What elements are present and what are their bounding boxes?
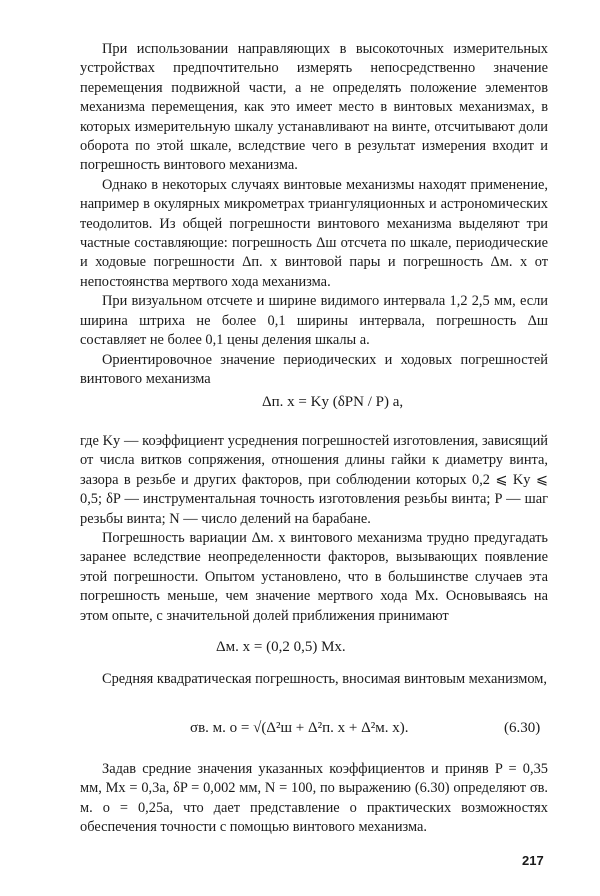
formula-rms-error: σв. м. о = √(Δ²ш + Δ²п. х + Δ²м. х).	[190, 720, 409, 736]
text-block-bottom	[80, 760, 548, 838]
paragraph-7: Средняя квадратическая погрешность, вносимая винтовым механизмом,	[102, 671, 547, 687]
paragraph-5: где Kу — коэффициент усреднения погрешностей изготовления, зависящий от числа витков сопряжения, отношения длины гайки к диаметру винта, зазора в резьбе и других факторов, при соблюдении которых 0,2 ⩽ Kу ⩽ 0,5; δP — инструментальная точность изготовления резьбы винта; P — шаг резьбы винта; N — число делений на барабане.	[80, 433, 548, 527]
paragraph-3: При визуальном отсчете и ширине видимого интервала 1,2 2,5 мм, если ширина штриха не более 0,1 ширины интервала, погрешность Δш составляет не более 0,1 цены деления шкалы a.	[80, 293, 548, 349]
paragraph-2: Однако в некоторых случаях винтовые механизмы находят применение, например в окулярных микрометрах триангуляционных и астрономических теодолитов. Из общей погрешности винтового механизма выделяют три частные составляющие: погрешность Δш отсчета по шкале, периодические и ходовые погрешности Δп. х винтовой пары и погрешность Δм. х от непостоянства мертвого хода механизма.	[80, 176, 548, 290]
paragraph-8: Задав средние значения указанных коэффициентов и приняв P = 0,35 мм, Mх = 0,3a, δP = 0,002 мм, N = 100, по выражению (6.30) определяют σв. м. о = 0,25a, что дает представление о практических возможностях обеспечения точности с помощью винтового механизма.	[80, 761, 548, 836]
paragraph-1: При использовании направляющих в высокоточных измерительных устройствах предпочтительно измерять непосредственно значение перемещения подвижной части, а не определять положение элементов механизма перемещения, как это имеет место в винтовых механизмах, в которых измерительную шкалу устанавливают на винте, отсчитывают доли оборота по этой шкале, вследствие чего в результат измерения входит и погрешность винтового механизма.	[80, 41, 548, 174]
text-block-rms	[80, 670, 548, 689]
formula-periodic-error: Δп. х = Kу (δPN / P) a,	[262, 394, 404, 410]
formula-dead-travel: Δм. х = (0,2 0,5) Mх.	[216, 639, 346, 655]
paragraph-4: Ориентировочное значение периодических и ходовых погрешностей винтового механизма	[80, 351, 548, 387]
page-number: 217	[522, 853, 544, 868]
equation-number: (6.30)	[504, 720, 541, 736]
paragraph-6: Погрешность вариации Δм. х винтового механизма трудно предугадать заранее вследствие неопределенности факторов, вызывающих появление этой погрешности. Опытом установлено, что в большинстве случаев эта погрешность меньше, чем значение мертвого хода Mх. Основываясь на этом опыте, с значительной долей приближения принимают	[80, 530, 548, 624]
text-block-middle	[80, 432, 548, 626]
text-block-top	[80, 40, 548, 389]
